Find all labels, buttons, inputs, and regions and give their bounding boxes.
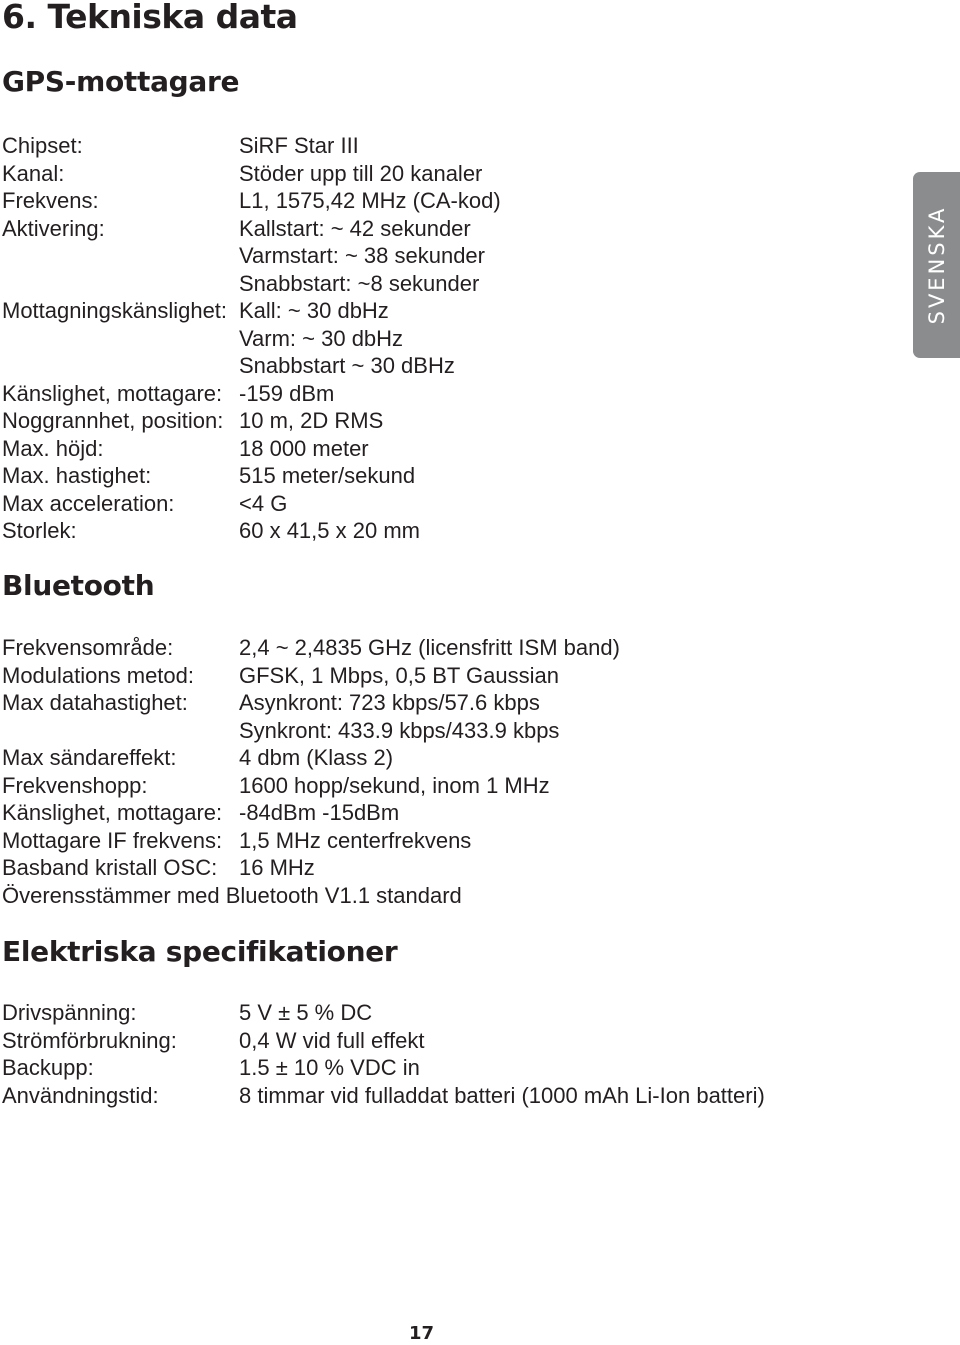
- spec-label: Basband kristall OSC:: [2, 855, 218, 880]
- spec-label: Max. hastighet:: [2, 463, 152, 488]
- spec-label: Strömförbrukning:: [2, 1027, 177, 1053]
- spec-value: 0,4 W vid full effekt: [239, 1027, 425, 1053]
- spec-label: Aktivering:: [2, 215, 105, 241]
- spec-label: Drivspänning:: [2, 1000, 137, 1025]
- spec-row-reception-sensitivity: [0, 297, 900, 325]
- spec-value: 18 000 meter: [239, 435, 369, 461]
- gps-receiver-section: [0, 64, 900, 545]
- spec-value: SiRF Star III: [239, 133, 359, 158]
- spec-label: Frekvenshopp:: [2, 772, 148, 798]
- spec-row-supply-voltage: [0, 999, 900, 1027]
- spec-label: Backupp:: [2, 1055, 94, 1080]
- spec-value: Kall: ~ 30 dbHz: [239, 298, 389, 323]
- spec-row-quick-start: [0, 270, 900, 298]
- spec-row-receiver-if-frequency: [0, 827, 900, 855]
- spec-row-sync-rate: [0, 717, 900, 745]
- spec-row-backup: [0, 1054, 900, 1082]
- spec-value: Snabbstart ~ 30 dBHz: [239, 353, 455, 378]
- spec-label: Mottagningskänslighet:: [2, 298, 228, 323]
- spec-value: 1,5 MHz centerfrekvens: [239, 827, 472, 853]
- bluetooth-spec-list: [0, 634, 900, 909]
- spec-label: Max datahastighet:: [2, 690, 188, 715]
- spec-row-size: [0, 517, 900, 545]
- spec-value: 10 m, 2D RMS: [239, 408, 384, 433]
- electrical-spec-list: [0, 999, 900, 1109]
- spec-value: 60 x 41,5 x 20 mm: [239, 518, 420, 543]
- spec-row-max-altitude: [0, 435, 900, 463]
- spec-row-receiver-sensitivity: [0, 799, 900, 827]
- spec-value: 1.5 ± 10 % VDC in: [239, 1055, 420, 1080]
- spec-label: Användningstid:: [2, 1082, 159, 1108]
- spec-value: Synkront: 433.9 kbps/433.9 kbps: [239, 717, 560, 743]
- spec-row-frequency-range: [0, 634, 900, 662]
- page-title: 6. Tekniska data: [2, 0, 298, 36]
- spec-value: 1600 hopp/sekund, inom 1 MHz: [239, 772, 550, 798]
- spec-value: L1, 1575,42 MHz (CA-kod): [239, 188, 501, 213]
- spec-row-chipset: [0, 132, 900, 160]
- electrical-section-heading: Elektriska specifikationer: [2, 935, 398, 968]
- spec-value: GFSK, 1 Mbps, 0,5 BT Gaussian: [239, 662, 559, 688]
- spec-row-receiver-sensitivity: [0, 380, 900, 408]
- spec-conformance-text: Överensstämmer med Bluetooth V1.1 standard: [2, 882, 462, 908]
- spec-value: Varmstart: ~ 38 sekunder: [239, 243, 485, 268]
- spec-label: Kanal:: [2, 160, 65, 186]
- spec-label: Känslighet, mottagare:: [2, 380, 223, 406]
- spec-value: Stöder upp till 20 kanaler: [239, 160, 483, 186]
- spec-row-operating-time: [0, 1082, 900, 1110]
- spec-row-max-acceleration: [0, 490, 900, 518]
- gps-section-heading: GPS-mottagare: [2, 65, 240, 98]
- spec-value: Kallstart: ~ 42 sekunder: [239, 215, 471, 241]
- spec-row-baseband-crystal: [0, 854, 900, 882]
- spec-row-sensitivity-warm: [0, 325, 900, 353]
- spec-row-channels: [0, 160, 900, 188]
- spec-value: 8 timmar vid fulladdat batteri (1000 mAh Li-Ion batteri): [239, 1082, 765, 1108]
- spec-label: Frekvensområde:: [2, 635, 174, 660]
- spec-row-max-transmit-power: [0, 744, 900, 772]
- spec-row-activation: [0, 215, 900, 243]
- spec-value: 515 meter/sekund: [239, 463, 416, 488]
- electrical-section: [0, 934, 900, 1109]
- spec-row-max-speed: [0, 462, 900, 490]
- language-tab-label: SVENSKA: [924, 205, 949, 325]
- spec-value: Snabbstart: ~8 sekunder: [239, 270, 480, 296]
- spec-label: Frekvens:: [2, 188, 99, 213]
- spec-value: <4 G: [239, 490, 288, 516]
- spec-label: Modulations metod:: [2, 662, 194, 688]
- spec-value: 2,4 ~ 2,4835 GHz (licensfritt ISM band): [239, 635, 620, 660]
- bluetooth-section: [0, 568, 900, 909]
- spec-value: -159 dBm: [239, 380, 335, 406]
- spec-value: 5 V ± 5 % DC: [239, 1000, 373, 1025]
- spec-label: Max. höjd:: [2, 435, 104, 461]
- spec-label: Känslighet, mottagare:: [2, 800, 223, 825]
- spec-row-position-accuracy: [0, 407, 900, 435]
- spec-label: Mottagare IF frekvens:: [2, 827, 223, 853]
- bluetooth-section-heading: Bluetooth: [2, 569, 155, 602]
- spec-row-max-data-rate: [0, 689, 900, 717]
- page-number: 17: [409, 1323, 435, 1344]
- spec-label: Chipset:: [2, 133, 83, 158]
- spec-label: Storlek:: [2, 518, 77, 543]
- spec-row-conformance: [0, 882, 900, 910]
- spec-row-frequency-hopping: [0, 772, 900, 800]
- spec-value: Varm: ~ 30 dbHz: [239, 325, 404, 351]
- spec-label: Max acceleration:: [2, 490, 175, 516]
- spec-row-sensitivity-quick: [0, 352, 900, 380]
- gps-spec-list: [0, 132, 900, 545]
- spec-label: Noggrannhet, position:: [2, 408, 224, 433]
- spec-value: Asynkront: 723 kbps/57.6 kbps: [239, 690, 540, 715]
- spec-value: 4 dbm (Klass 2): [239, 745, 394, 770]
- spec-row-warm-start: [0, 242, 900, 270]
- spec-value: -84dBm -15dBm: [239, 800, 400, 825]
- language-tab: [913, 172, 960, 358]
- spec-row-modulation: [0, 662, 900, 690]
- spec-row-frequency: [0, 187, 900, 215]
- spec-row-power-consumption: [0, 1027, 900, 1055]
- spec-value: 16 MHz: [239, 855, 315, 880]
- spec-label: Max sändareffekt:: [2, 745, 177, 770]
